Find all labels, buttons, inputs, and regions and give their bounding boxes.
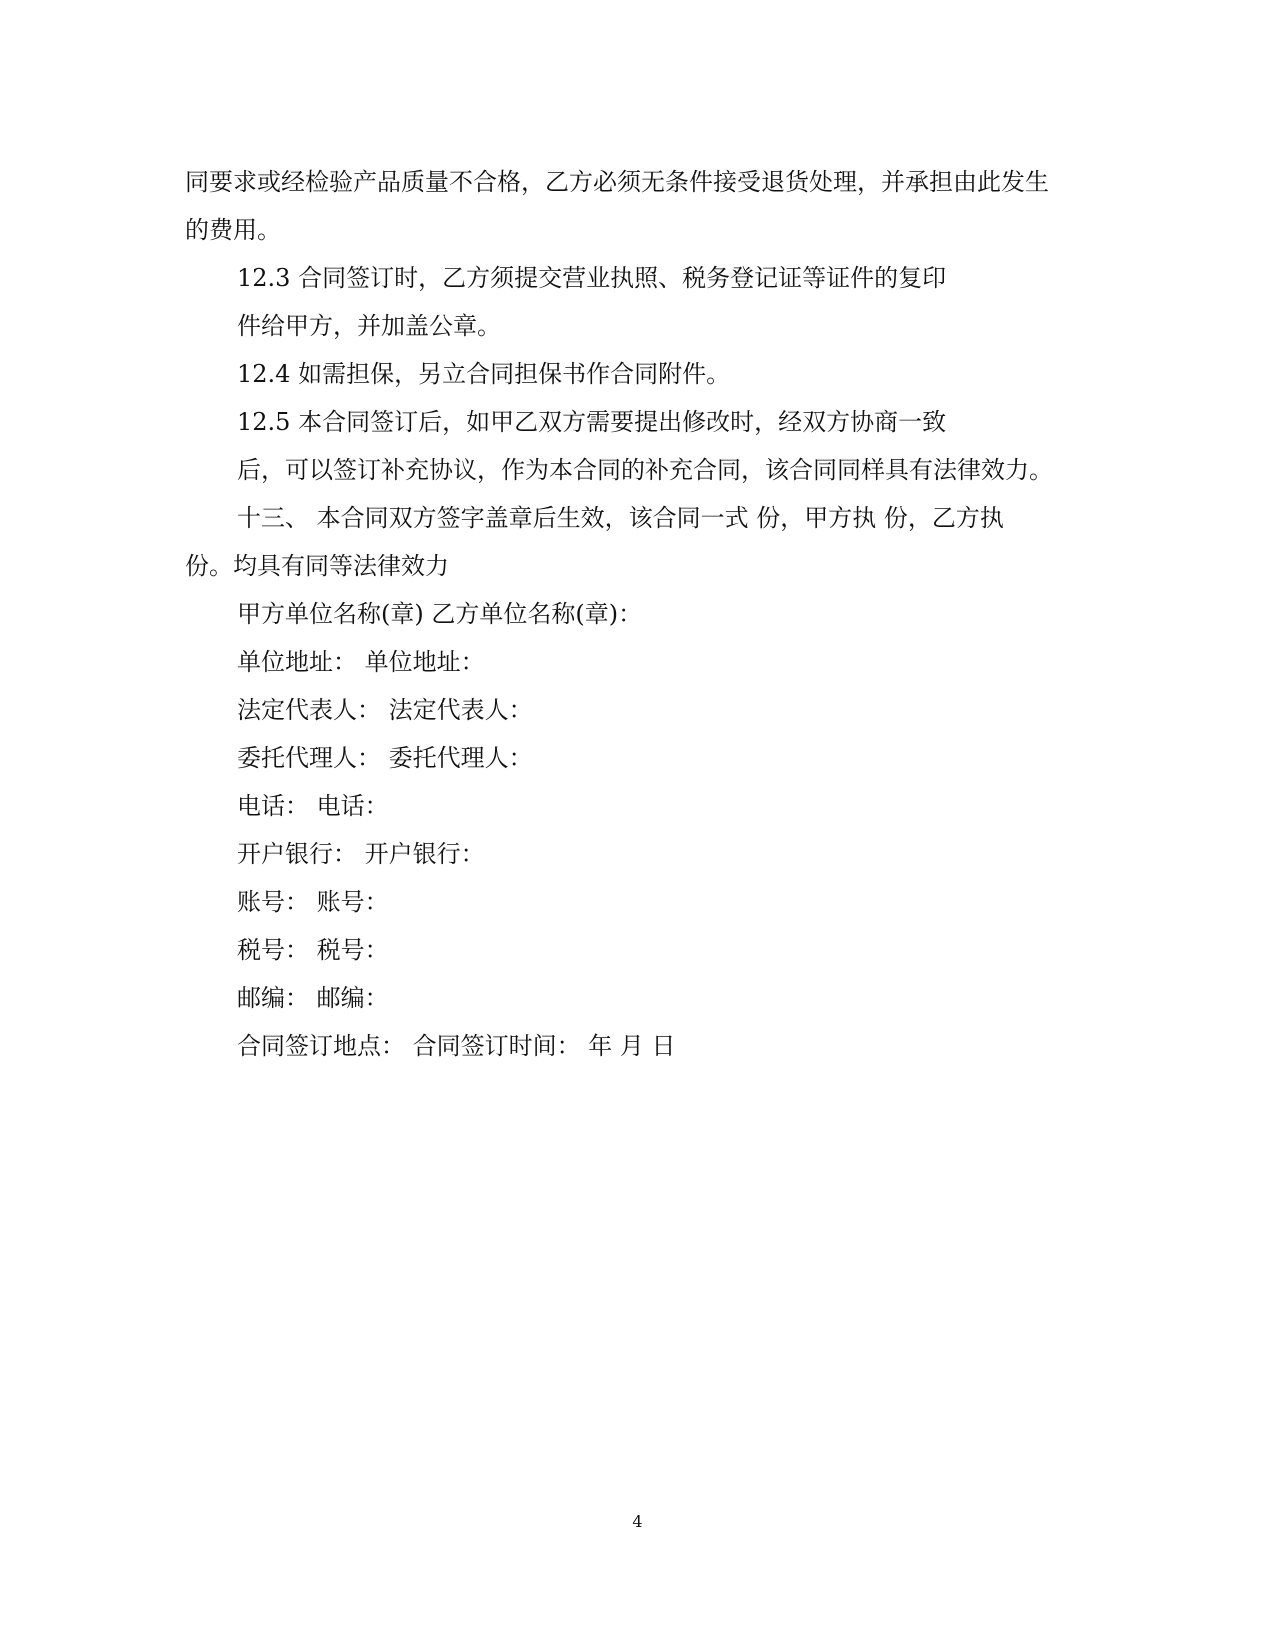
- signature-account: 账号： 账号：: [237, 888, 389, 916]
- text-line: 件给甲方，并加盖公章。: [237, 312, 501, 340]
- signature-address: 单位地址： 单位地址：: [237, 648, 485, 676]
- clause-12-4: 12.4 如需担保，另立合同担保书作合同附件。: [237, 360, 731, 388]
- text-line: 份。均具有同等法律效力: [185, 552, 449, 580]
- clause-12-3: 12.3 合同签订时，乙方须提交营业执照、税务登记证等证件的复印: [237, 264, 947, 292]
- signature-legal-rep: 法定代表人： 法定代表人：: [237, 696, 533, 724]
- page-number: 4: [632, 1512, 643, 1531]
- signature-bank: 开户银行： 开户银行：: [237, 840, 485, 868]
- signature-tax-id: 税号： 税号：: [237, 936, 389, 964]
- text-line: 后，可以签订补充协议，作为本合同的补充合同，该合同同样具有法律效力。: [237, 456, 1053, 484]
- contract-body: [185, 158, 1085, 1070]
- clause-12-5: 12.5 本合同签订后，如甲乙双方需要提出修改时，经双方协商一致: [237, 408, 947, 436]
- signature-place-date: 合同签订地点： 合同签订时间： 年 月 日: [237, 1032, 676, 1060]
- signature-agent: 委托代理人： 委托代理人：: [237, 744, 533, 772]
- signature-phone: 电话： 电话：: [237, 792, 389, 820]
- text-line: 的费用。: [185, 216, 281, 244]
- text-line: 同要求或经检验产品质量不合格，乙方必须无条件接受退货处理，并承担由此发生: [185, 168, 1049, 196]
- clause-13: 十三、 本合同双方签字盖章后生效，该合同一式 份，甲方执 份，乙方执: [237, 504, 1004, 532]
- signature-unit-name: 甲方单位名称(章) 乙方单位名称(章)：: [237, 600, 643, 628]
- signature-postcode: 邮编： 邮编：: [237, 984, 389, 1012]
